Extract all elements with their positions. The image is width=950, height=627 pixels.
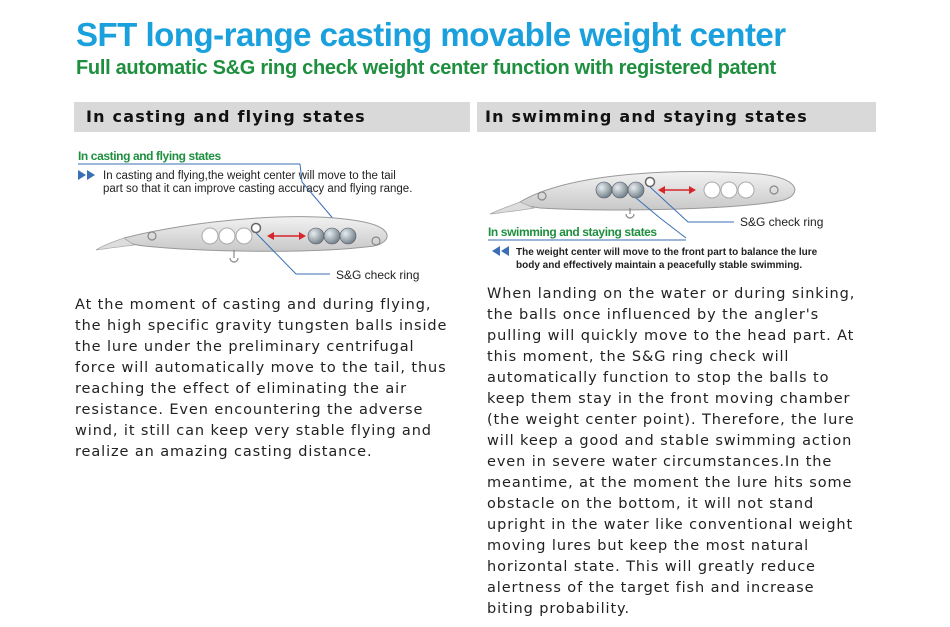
empty-slot [738,182,754,198]
empty-slot [219,228,235,244]
diagram-caption-line1: In casting and flying,the weight center will move to the tail [103,170,396,182]
page-subtitle: Full automatic S&G ring check weight center function with registered patent [76,57,776,79]
empty-slot [236,228,252,244]
casting-diagram [74,142,474,288]
check-ring [646,178,655,187]
diagram-state-label: In swimming and staying states [488,225,657,239]
empty-slot [202,228,218,244]
tungsten-ball [340,228,356,244]
tungsten-ball [308,228,324,244]
diagram-caption-line2: body and effectively maintain a peacefully stable swimming. [516,260,803,271]
arrow-left-icon [501,246,509,256]
section-heading-swimming: In swimming and staying states [477,102,876,132]
belly-hook-eye [230,250,238,262]
empty-slot [721,182,737,198]
tungsten-ball [612,182,628,198]
ring-label: S&G check ring [740,215,824,229]
section-heading-casting: In casting and flying states [74,102,470,132]
check-ring [252,224,261,233]
tungsten-ball [628,182,644,198]
empty-slot [704,182,720,198]
ring-label: S&G check ring [336,268,420,282]
arrow-right-icon [87,170,95,180]
casting-description: At the moment of casting and during flying, the high specific gravity tungsten balls inside the lure under the preliminary centrifugal force will automatically move to the tail, thus reaching the effect of eliminating the air resistance. Even encountering the adverse wind, it still can keep very stable flying and realize an amazing casting distance. [75,297,448,460]
diagram-caption-line1: The weight center will move to the front part to balance the lure [516,247,818,258]
tungsten-ball [324,228,340,244]
tungsten-ball [596,182,612,198]
diagram-caption-line2: part so that it can improve casting accuracy and flying range. [103,183,413,195]
swimming-diagram [480,142,880,276]
swimming-description: When landing on the water or during sinking, the balls once influenced by the angler's pulling will quickly move to the head part. At this moment, the S&G ring check will automatically function to stop the balls to keep them stay in the front moving chamber (the weight center point). Therefore, the lure will keep a good and stable swimming action even in severe water circumstances.In the meantime, at the moment the lure hits some obstacle on the bottom, it will not stand upright in the water like conventional weight moving lures but keep the most natural horizontal state. This will greatly reduce alertness of the target fish and increase biting probability. [487,286,856,617]
page-title: SFT long-range casting movable weight center [76,16,786,53]
arrow-right-icon [78,170,86,180]
diagram-state-label: In casting and flying states [78,149,221,163]
arrow-left-icon [492,246,500,256]
